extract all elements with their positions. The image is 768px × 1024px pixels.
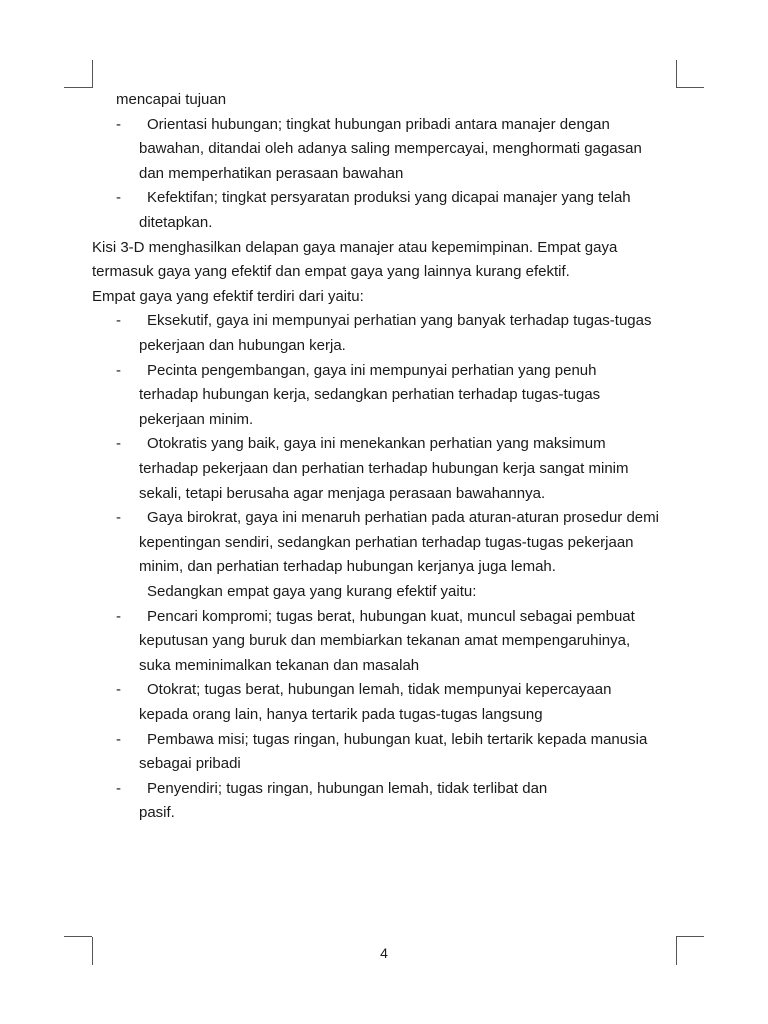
list-item-line: minim, dan perhatian terhadap hubungan kerjanya juga lemah. (139, 558, 556, 576)
bullet-dash: - (116, 115, 121, 133)
list-item-line: bawahan, ditandai oleh adanya saling mempercayai, menghormati gagasan (139, 140, 642, 158)
list-item-line: Penyendiri; tugas ringan, hubungan lemah, tidak terlibat dan (147, 779, 548, 797)
list-item-line: Gaya birokrat, gaya ini menaruh perhatian pada aturan-aturan prosedur demi (147, 509, 659, 527)
list-item-line: dan memperhatikan perasaan bawahan (139, 164, 404, 182)
bullet-dash: - (116, 730, 121, 748)
list-item-line: keputusan yang buruk dan membiarkan tekanan amat mempengaruhinya, (139, 632, 631, 650)
crop-mark-top-right-h (676, 87, 704, 88)
paragraph-line: Kisi 3-D menghasilkan delapan gaya manajer atau kepemimpinan. Empat gaya (92, 238, 618, 256)
crop-mark-top-right-v (676, 60, 677, 88)
list-item-line: terhadap pekerjaan dan perhatian terhadap hubungan kerja sangat minim (139, 460, 629, 477)
list-item-line: sekali, tetapi berusaha agar menjaga perasaan bawahannya. (139, 484, 546, 502)
list-item-line: Kefektifan; tingkat persyaratan produksi yang dicapai manajer yang telah (147, 189, 631, 207)
bullet-dash: - (116, 361, 121, 379)
list-item-line: Otokratis yang baik, gaya ini menekankan perhatian yang maksimum (147, 435, 606, 453)
page-number: 4 (380, 945, 388, 961)
crop-mark-bottom-left-h (64, 936, 92, 937)
list-item-line: sebagai pribadi (139, 755, 241, 773)
bullet-dash: - (116, 607, 121, 625)
list-item-line: pasif. (139, 804, 175, 822)
list-item-line: Pecinta pengembangan, gaya ini mempunyai perhatian yang penuh (147, 361, 597, 379)
crop-mark-top-left-v (92, 60, 93, 88)
crop-mark-top-left-h (64, 87, 92, 88)
paragraph-line: Empat gaya yang efektif terdiri dari yaitu: (92, 287, 364, 305)
list-item-line: pekerjaan minim. (139, 410, 254, 428)
list-item-line: kepentingan sendiri, sedangkan perhatian terhadap tugas-tugas pekerjaan (139, 533, 634, 551)
bullet-dash: - (116, 312, 121, 330)
list-item-line: ditetapkan. (139, 214, 213, 231)
list-item-line: Otokrat; tugas berat, hubungan lemah, tidak mempunyai kepercayaan (147, 681, 612, 699)
paragraph-line: Sedangkan empat gaya yang kurang efektif yaitu: (147, 583, 477, 600)
continuation-line: mencapai tujuan (116, 91, 227, 108)
bullet-dash: - (116, 779, 121, 797)
list-item-line: kepada orang lain, hanya tertarik pada tugas-tugas langsung (139, 706, 543, 723)
list-item-line: Eksekutif, gaya ini mempunyai perhatian yang banyak terhadap tugas-tugas (147, 312, 652, 330)
bullet-dash: - (116, 509, 121, 527)
paragraph-line: termasuk gaya yang efektif dan empat gaya yang lainnya kurang efektif. (92, 263, 570, 281)
bullet-dash: - (116, 435, 121, 453)
list-item-line: Pembawa misi; tugas ringan, hubungan kuat, lebih tertarik kepada manusia (147, 730, 648, 748)
list-item-line: terhadap hubungan kerja, sedangkan perhatian terhadap tugas-tugas (139, 386, 601, 404)
list-item-line: pekerjaan dan hubungan kerja. (139, 337, 346, 354)
bullet-dash: - (116, 189, 121, 207)
crop-mark-bottom-right-h (676, 936, 704, 937)
list-item-line: Orientasi hubungan; tingkat hubungan pribadi antara manajer dengan (147, 115, 610, 133)
list-item-line: Pencari kompromi; tugas berat, hubungan kuat, muncul sebagai pembuat (147, 607, 635, 625)
list-item-line: suka meminimalkan tekanan dan masalah (139, 656, 420, 674)
bullet-dash: - (116, 681, 121, 699)
